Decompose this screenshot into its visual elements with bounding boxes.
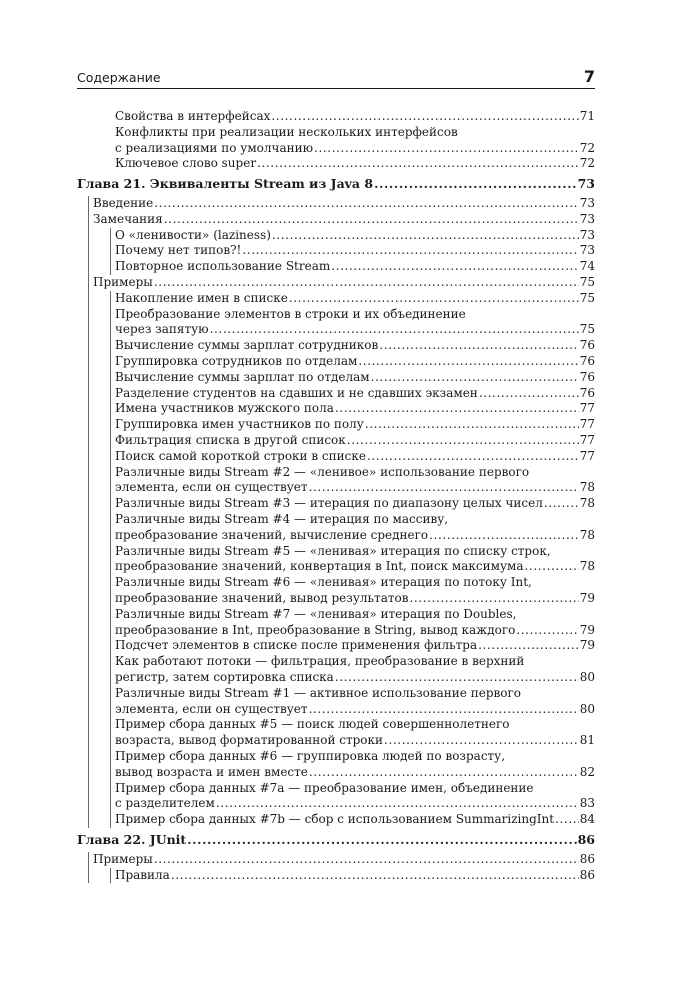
toc-chapter [77, 176, 595, 192]
toc-subsection [115, 654, 595, 686]
dot-leader [544, 496, 579, 512]
dot-leader [242, 243, 578, 259]
indent-rule [110, 228, 111, 275]
toc-subsection [115, 449, 595, 465]
toc-entry-text: Примеры [93, 275, 153, 289]
toc-entry-text: преобразование в Int, преобразование в String, вывод каждого [115, 622, 516, 637]
toc-entry-text: вывод возраста и имен вместе [115, 764, 308, 779]
toc-entry-text: Введение [93, 196, 154, 210]
toc-entry-text: О «ленивости» (laziness) [115, 227, 271, 242]
toc-entry-text: Различные виды Stream #4 — итерация по массиву, [115, 512, 449, 526]
toc-page-number: 75 [579, 290, 595, 305]
toc-subsection [115, 228, 595, 244]
dot-leader [164, 212, 579, 228]
page-number: 7 [583, 67, 595, 86]
toc-entry-text: Ключевое слово super [115, 156, 257, 171]
toc-page-number: 76 [579, 369, 595, 384]
toc-entry-text: Преобразование элементов в строки и их объединение [115, 306, 466, 321]
toc-page-number: 72 [579, 156, 595, 171]
toc-page-number: 83 [579, 796, 595, 811]
toc-page-number: 86 [577, 832, 595, 847]
toc-page-number: 81 [579, 733, 595, 748]
toc-subsection [115, 575, 595, 607]
toc-subsection [115, 812, 595, 828]
toc-subsection [115, 307, 595, 339]
dot-leader [379, 338, 578, 354]
dot-leader [516, 623, 578, 639]
toc-entry-text: через запятую [115, 322, 209, 337]
toc-page-number: 78 [579, 496, 595, 511]
toc-entry-text: Различные виды Stream #1 — активное использование первого [115, 685, 521, 700]
toc-entry-text: Глава 21. Эквиваленты Stream из Java 8 [77, 176, 374, 192]
dot-leader [216, 796, 579, 812]
toc-page-number: 73 [579, 243, 595, 258]
dot-leader [171, 868, 579, 884]
toc-section [93, 275, 595, 291]
toc-subsection [115, 868, 595, 884]
indent-rule [110, 291, 111, 828]
indent-rule [88, 196, 89, 828]
toc-page-number: 84 [579, 812, 595, 827]
toc-entry-text: регистр, затем сортировка списка [115, 669, 334, 684]
dot-leader [335, 401, 579, 417]
toc-entry-text: с разделителем [115, 796, 215, 811]
toc-entry-text: Различные виды Stream #5 — «ленивая» итерация по списку строк, [115, 543, 551, 558]
toc-entry-text: Разделение студентов на сдавших и не сдавших экзамен [115, 385, 478, 400]
toc-entry-text: Различные виды Stream #2 — «ленивое» использование первого [115, 464, 530, 479]
dot-leader [335, 670, 579, 686]
toc-subsection [115, 433, 595, 449]
toc-page-number: 74 [579, 259, 595, 274]
toc-entry-text: Правила [115, 867, 170, 882]
toc-page-number: 78 [579, 559, 595, 574]
toc-entry-text: Пример сбора данных #7b — сбор с использованием SummarizingInt [115, 812, 555, 827]
dot-leader [358, 354, 578, 370]
toc-entry-text: преобразование значений, вычисление среднего [115, 527, 429, 542]
toc-entry-text: Подсчет элементов в списке после применения фильтра [115, 638, 478, 653]
toc-page-number: 75 [579, 275, 595, 289]
toc-subsection [115, 338, 595, 354]
toc-page-number: 72 [579, 140, 595, 155]
toc-entry-text: Глава 22. JUnit [77, 832, 187, 847]
toc-entry-text: возраста, вывод форматированной строки [115, 733, 384, 748]
toc-subsection [115, 386, 595, 402]
running-title: Содержание [77, 70, 161, 85]
toc-page-number: 77 [579, 433, 595, 447]
toc-subsection [115, 243, 595, 259]
page-header [77, 64, 595, 89]
toc-entry-text: Различные виды Stream #3 — итерация по диапазону целых чисел [115, 496, 543, 511]
toc-page-number: 75 [579, 322, 595, 337]
dot-leader [154, 852, 579, 868]
toc-page-number: 77 [579, 448, 595, 463]
toc-entry-text: Повторное использование Stream [115, 259, 331, 274]
dot-leader [371, 370, 579, 386]
toc-page-number: 80 [579, 701, 595, 716]
toc-subsection [115, 401, 595, 417]
toc-subsection [115, 156, 595, 172]
toc-entry-text: элемента, если он существует [115, 480, 308, 495]
toc-entry-text: Пример сбора данных #6 — группировка людей по возрасту, [115, 749, 506, 763]
dot-leader [429, 528, 579, 544]
toc-entry-text: Поиск самой короткой строки в списке [115, 448, 366, 463]
toc-subsection [115, 370, 595, 386]
toc-entry-text: Свойства в интерфейсах [115, 109, 271, 123]
toc-section [93, 852, 595, 868]
toc-subsection [115, 259, 595, 275]
toc-subsection [115, 638, 595, 654]
dot-leader [555, 812, 579, 828]
dot-leader [271, 109, 578, 125]
toc-subsection [115, 686, 595, 718]
toc-subsection [115, 781, 595, 813]
toc-entry-text: Различные виды Stream #6 — «ленивая» итерация по потоку Int, [115, 575, 532, 590]
toc-page-number: 80 [579, 669, 595, 684]
dot-leader [374, 176, 577, 192]
toc-page-number: 71 [579, 109, 595, 123]
dot-leader [210, 322, 579, 338]
dot-leader [154, 196, 578, 212]
toc-page-number: 79 [579, 622, 595, 637]
dot-leader [309, 480, 579, 496]
toc-entry-text: Различные виды Stream #7 — «ленивая» итерация по Doubles, [115, 606, 517, 621]
toc-page-number: 79 [579, 638, 595, 653]
toc-entry-text: Замечания [93, 211, 163, 226]
dot-leader [409, 591, 578, 607]
toc-page-number: 86 [579, 867, 595, 882]
dot-leader [384, 733, 579, 749]
toc-page-number: 78 [579, 527, 595, 542]
toc-page-number: 77 [579, 417, 595, 432]
toc-entry-text: с реализациями по умолчанию [115, 140, 314, 155]
toc-entry-text: Примеры [93, 851, 153, 866]
toc-subsection [115, 125, 595, 157]
toc-entry-text: Группировка имен участников по полу [115, 417, 364, 432]
toc-page-number: 86 [579, 851, 595, 866]
dot-leader [272, 228, 579, 244]
toc-section [93, 196, 595, 212]
toc-subsection [115, 607, 595, 639]
toc-entry-text: Вычисление суммы зарплат сотрудников [115, 338, 379, 353]
toc-subsection [115, 109, 595, 125]
toc-page-number: 73 [579, 227, 595, 242]
toc-page-number: 78 [579, 480, 595, 495]
dot-leader [479, 386, 579, 402]
dot-leader [525, 559, 579, 575]
toc-entry-text: элемента, если он существует [115, 701, 308, 716]
toc-page-number: 76 [579, 338, 595, 353]
dot-leader [187, 832, 576, 848]
toc-subsection [115, 512, 595, 544]
toc-subsection [115, 496, 595, 512]
toc-subsection [115, 417, 595, 433]
toc-entry-text: Пример сбора данных #7a — преобразование имен, объединение [115, 780, 534, 795]
toc-entry-text: Имена участников мужского пола [115, 401, 334, 416]
toc-page-number: 79 [579, 590, 595, 605]
dot-leader [365, 417, 579, 433]
toc-entry-text: преобразование значений, конвертация в Int, поиск максимума [115, 559, 524, 574]
dot-leader [331, 259, 578, 275]
toc-entry-text: Накопление имен в списке [115, 290, 288, 305]
toc-subsection [115, 465, 595, 497]
toc-page-number: 77 [579, 401, 595, 416]
toc-entry-text: Как работают потоки — фильтрация, преобразование в верхний [115, 654, 525, 669]
dot-leader [309, 765, 579, 781]
toc-page-number: 82 [579, 764, 595, 779]
indent-rule [88, 852, 89, 884]
toc-page-number: 73 [577, 176, 595, 192]
toc-entry-text: Конфликты при реализации нескольких интерфейсов [115, 124, 458, 139]
toc-section [93, 212, 595, 228]
toc-subsection [115, 354, 595, 370]
dot-leader [154, 275, 579, 291]
toc-entry-text: Пример сбора данных #5 — поиск людей совершеннолетнего [115, 717, 510, 732]
toc-subsection [115, 544, 595, 576]
dot-leader [367, 449, 579, 465]
toc-page-number: 76 [579, 354, 595, 368]
dot-leader [478, 638, 579, 654]
toc-entry-text: преобразование значений, вывод результатов [115, 590, 409, 605]
toc-entry-text: Группировка сотрудников по отделам [115, 354, 358, 368]
dot-leader [314, 141, 579, 157]
indent-rule [110, 868, 111, 884]
toc-entry-text: Вычисление суммы зарплат по отделам [115, 369, 370, 384]
toc-subsection [115, 749, 595, 781]
toc-subsection [115, 291, 595, 307]
dot-leader [257, 156, 579, 172]
toc-page-number: 73 [579, 196, 595, 210]
toc-chapter [77, 832, 595, 848]
toc-entry-text: Фильтрация списка в другой список [115, 433, 346, 447]
dot-leader [289, 291, 579, 307]
dot-leader [347, 433, 579, 449]
dot-leader [309, 702, 579, 718]
toc-page-number: 73 [579, 211, 595, 226]
toc-subsection [115, 717, 595, 749]
toc-entry-text: Почему нет типов?! [115, 243, 242, 258]
toc-page-number: 76 [579, 385, 595, 400]
